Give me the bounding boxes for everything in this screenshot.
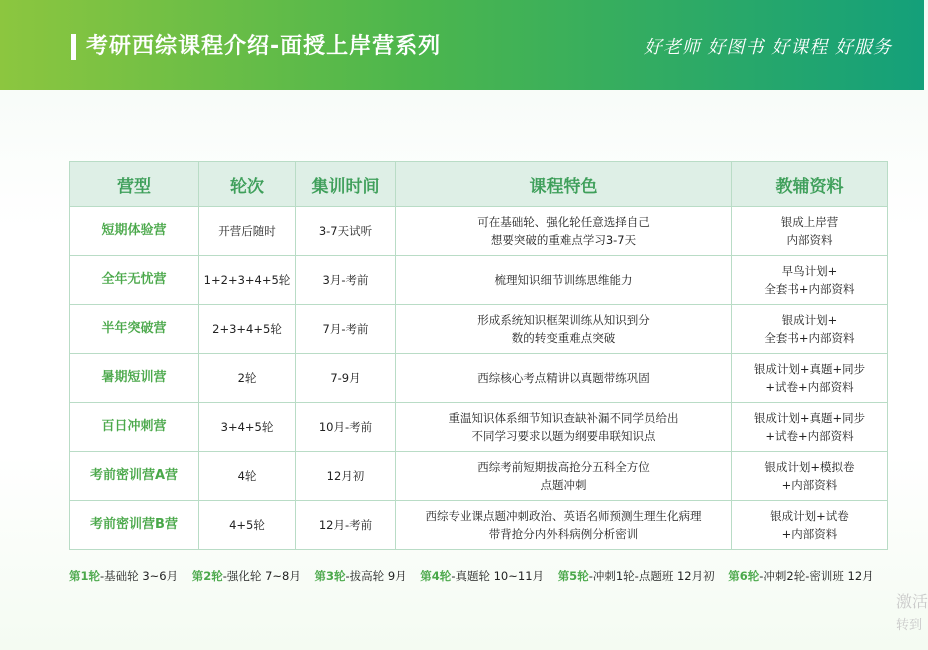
header-camp-type: 营型 [70,162,199,207]
camp-type-cell: 短期体验营 [70,207,199,256]
materials-line: 银成计划+试卷 [770,509,849,523]
title-accent-bar [71,34,76,60]
time-cell: 10月-考前 [296,403,396,452]
materials-line: +内部资料 [781,527,838,541]
legend-round-key: 第4轮 [420,569,452,583]
time-cell: 3月-考前 [296,256,396,305]
materials-line: 内部资料 [786,233,833,247]
legend-round-key: 第3轮 [314,569,346,583]
header-training-time: 集训时间 [296,162,396,207]
activation-watermark [896,590,928,638]
rounds-legend [69,568,884,584]
page-title: 考研西综课程介绍-面授上岸营系列 [86,34,442,59]
legend-item [192,569,301,583]
rounds-cell: 4+5轮 [199,501,296,550]
materials-line: 银成计划+ [781,313,838,327]
table-row [70,403,888,452]
legend-round-desc: -冲刺1轮-点题班 12月初 [588,569,715,583]
feature-cell [396,256,732,305]
rounds-cell: 1+2+3+4+5轮 [199,256,296,305]
feature-line: 形成系统知识框架训练从知识到分 [477,313,650,327]
feature-line: 想要突破的重难点学习3-7天 [490,233,637,247]
legend-item [420,569,544,583]
legend-round-desc: -拔高轮 9月 [345,569,407,583]
materials-line: +试卷+内部资料 [765,380,854,394]
materials-line: 银成计划+真题+同步 [753,362,866,376]
rounds-cell: 3+4+5轮 [199,403,296,452]
feature-line: 西综专业课点题冲刺政治、英语名师预测生理生化病理 [425,509,702,523]
legend-item [69,569,178,583]
feature-line: 可在基础轮、强化轮任意选择自己 [477,215,650,229]
materials-cell [732,403,888,452]
legend-item [558,569,715,583]
table-row [70,256,888,305]
legend-item [315,569,407,583]
feature-line: 梳理知识细节训练思维能力 [494,273,633,287]
watermark-line: 激活 [896,592,928,611]
legend-round-desc: -强化轮 7~8月 [222,569,301,583]
rounds-cell: 开营后随时 [199,207,296,256]
time-cell: 7月-考前 [296,305,396,354]
camp-type-cell: 考前密训营B营 [70,501,199,550]
materials-line: 银成上岸营 [780,215,839,229]
header-rounds: 轮次 [199,162,296,207]
feature-line: 西综核心考点精讲以真题带练巩固 [477,371,650,385]
camp-type-cell: 全年无忧营 [70,256,199,305]
materials-cell [732,501,888,550]
watermark-line: 转到 [896,618,923,633]
materials-cell [732,305,888,354]
feature-cell [396,403,732,452]
materials-cell [732,354,888,403]
camp-type-cell: 百日冲刺营 [70,403,199,452]
rounds-cell: 2轮 [199,354,296,403]
camp-type-cell: 暑期短训营 [70,354,199,403]
time-cell: 12月初 [296,452,396,501]
table-row [70,207,888,256]
materials-line: 银成计划+真题+同步 [753,411,866,425]
feature-cell [396,305,732,354]
legend-round-key: 第1轮 [69,569,101,583]
materials-line: +试卷+内部资料 [765,429,854,443]
feature-cell [396,452,732,501]
table-row [70,305,888,354]
legend-round-desc: -基础轮 3~6月 [100,569,179,583]
feature-line: 不同学习要求以题为纲要串联知识点 [471,429,656,443]
rounds-cell: 4轮 [199,452,296,501]
rounds-cell: 2+3+4+5轮 [199,305,296,354]
feature-line: 数的转变重难点突破 [511,331,616,345]
feature-line: 重温知识体系细节知识查缺补漏不同学员给出 [448,411,679,425]
table-row [70,354,888,403]
feature-line: 带背抢分内外科病例分析密训 [488,527,639,541]
header-course-features: 课程特色 [396,162,732,207]
table-row [70,452,888,501]
materials-line: 全套书+内部资料 [764,331,855,345]
header-slogan: 好老师 好图书 好课程 好服务 [643,37,892,58]
page-header [0,0,924,90]
legend-round-key: 第5轮 [557,569,589,583]
legend-round-key: 第6轮 [728,569,760,583]
legend-item [728,569,873,583]
camp-type-cell: 半年突破营 [70,305,199,354]
time-cell: 3-7天试听 [296,207,396,256]
legend-round-key: 第2轮 [191,569,223,583]
table-header-row [70,162,888,207]
legend-round-desc: -真题轮 10~11月 [451,569,545,583]
feature-line: 点题冲刺 [540,478,587,492]
feature-line: 西综考前短期拔高抢分五科全方位 [477,460,650,474]
legend-round-desc: -冲刺2轮-密训班 12月 [759,569,874,583]
time-cell: 12月-考前 [296,501,396,550]
materials-cell [732,256,888,305]
materials-cell [732,452,888,501]
materials-line: +内部资料 [781,478,838,492]
feature-cell [396,207,732,256]
table-row [70,501,888,550]
materials-cell [732,207,888,256]
feature-cell [396,354,732,403]
feature-cell [396,501,732,550]
materials-line: 早鸟计划+ [781,264,838,278]
materials-line: 银成计划+模拟卷 [764,460,855,474]
camp-type-cell: 考前密训营A营 [70,452,199,501]
materials-line: 全套书+内部资料 [764,282,855,296]
header-materials: 教辅资料 [732,162,888,207]
time-cell: 7-9月 [296,354,396,403]
course-table [69,161,888,550]
